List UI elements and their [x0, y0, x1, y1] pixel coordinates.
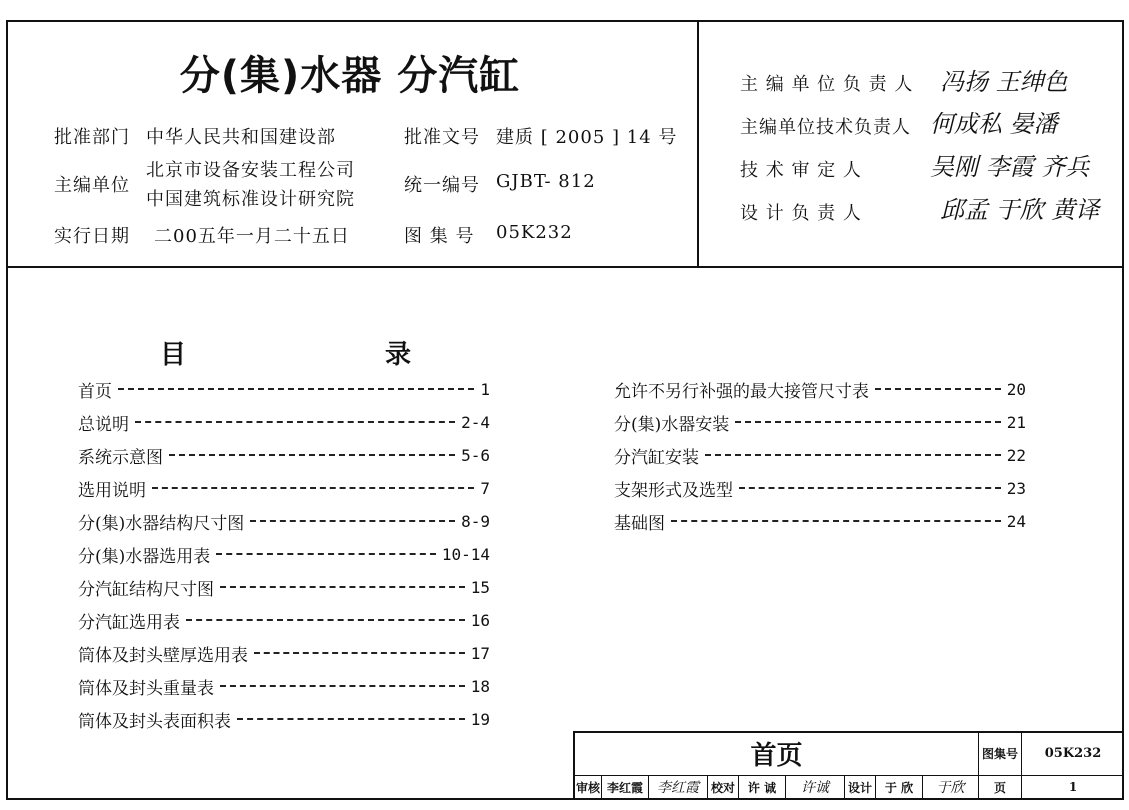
toc-entry[interactable]	[78, 510, 490, 532]
leader-dashes	[169, 454, 455, 456]
toc-heading-right: 录	[385, 340, 412, 370]
toc-entry-title: 分汽缸安装	[614, 447, 699, 468]
toc-entry-page: 2-4	[461, 412, 490, 432]
toc-entry[interactable]	[78, 675, 490, 697]
toc-entry[interactable]	[78, 708, 490, 730]
leader-dashes	[220, 586, 465, 588]
toc-entry-page: 21	[1006, 412, 1026, 432]
toc-entry-title: 允许不另行补强的最大接管尺寸表	[614, 381, 869, 402]
toc-entry[interactable]	[78, 444, 490, 466]
toc-entry[interactable]	[78, 411, 490, 433]
leader-dashes	[118, 388, 474, 390]
responsibility-role: 设 计 负 责 人	[740, 203, 862, 224]
unified-no-label: 统一编号	[404, 175, 480, 196]
atlas-no-label: 图 集 号	[404, 226, 475, 247]
leader-dashes	[216, 553, 436, 555]
sheet-title: 首页	[574, 732, 979, 775]
leader-dashes	[250, 520, 455, 522]
toc-entry-title: 首页	[78, 381, 112, 402]
toc-entry-title: 分(集)水器选用表	[78, 546, 211, 567]
toc-entry-title: 选用说明	[78, 480, 146, 501]
toc-entry[interactable]	[78, 609, 490, 631]
leader-dashes	[705, 454, 1001, 456]
toc-entry-title: 筒体及封头壁厚选用表	[78, 645, 248, 666]
toc-entry[interactable]	[614, 411, 1026, 433]
toc-entry-page: 19	[470, 709, 490, 729]
toc-entry[interactable]	[78, 543, 490, 565]
leader-dashes	[135, 421, 455, 423]
editor-unit-1: 北京市设备安装工程公司	[146, 160, 355, 181]
page-label: 页	[979, 775, 1022, 799]
signature: 冯扬 王绅色	[940, 68, 1068, 96]
review-label: 审核	[574, 775, 602, 799]
toc-entry-page: 17	[470, 643, 490, 663]
toc-entry[interactable]	[78, 576, 490, 598]
toc-entry-title: 总说明	[78, 414, 129, 435]
toc-entry-page: 20	[1006, 379, 1026, 399]
design-name: 于 欣	[876, 775, 923, 799]
toc-entry-page: 23	[1006, 478, 1026, 498]
signature: 邱孟 于欣 黄译	[940, 196, 1100, 224]
leader-dashes	[237, 718, 465, 720]
toc-entry-title: 筒体及封头重量表	[78, 678, 214, 699]
atlas-no-label: 图集号	[979, 732, 1022, 775]
header-vertical-divider	[697, 20, 699, 268]
toc-entry-title: 分汽缸选用表	[78, 612, 180, 633]
leader-dashes	[739, 487, 1001, 489]
approval-dept: 中华人民共和国建设部	[146, 127, 336, 148]
leader-dashes	[671, 520, 1001, 522]
toc-entry-page: 24	[1006, 511, 1026, 531]
signature: 吴刚 李霞 齐兵	[930, 153, 1090, 181]
editor-unit-label: 主编单位	[54, 175, 130, 196]
toc-entry-title: 基础图	[614, 513, 665, 534]
toc-entry[interactable]	[78, 378, 490, 400]
leader-dashes	[875, 388, 1001, 390]
editor-unit-2: 中国建筑标准设计研究院	[146, 189, 355, 210]
design-label: 设计	[845, 775, 876, 799]
toc-entry[interactable]	[78, 642, 490, 664]
leader-dashes	[220, 685, 465, 687]
leader-dashes	[254, 652, 465, 654]
check-signature: 许诚	[786, 775, 845, 799]
approval-doc-label: 批准文号	[404, 127, 480, 148]
header-divider	[6, 266, 1124, 268]
review-signature: 李红霞	[649, 775, 708, 799]
atlas-no: 05K232	[496, 222, 573, 243]
leader-dashes	[152, 487, 474, 489]
toc-entry-page: 10-14	[441, 544, 490, 564]
atlas-no: 05K232	[1022, 732, 1125, 775]
toc-entry-title: 分汽缸结构尺寸图	[78, 579, 214, 600]
title-block	[573, 731, 1124, 800]
toc-entry[interactable]	[614, 477, 1026, 499]
toc-entry-title: 分(集)水器安装	[614, 414, 730, 435]
toc-entry[interactable]	[614, 378, 1026, 400]
toc-entry-title: 支架形式及选型	[614, 480, 733, 501]
toc-entry-page: 5-6	[461, 445, 490, 465]
leader-dashes	[735, 421, 1000, 423]
toc-right-column	[614, 378, 1026, 532]
toc-entry-page: 1	[480, 379, 490, 399]
review-name: 李红霞	[602, 775, 649, 799]
check-name: 许 诚	[739, 775, 786, 799]
toc-entry-page: 16	[470, 610, 490, 630]
toc-entry-page: 8-9	[461, 511, 490, 531]
signature: 何成私 晏潘	[930, 110, 1058, 138]
approval-doc: 建质 [ 2005 ] 14 号	[496, 127, 678, 148]
approval-dept-label: 批准部门	[54, 127, 130, 148]
leader-dashes	[186, 619, 465, 621]
toc-heading-left: 目	[160, 340, 187, 370]
check-label: 校对	[708, 775, 739, 799]
toc-left-column	[78, 378, 490, 730]
responsibility-role: 主 编 单 位 负 责 人	[740, 74, 914, 95]
design-signature: 于欣	[923, 775, 979, 799]
toc-entry-page: 7	[480, 478, 490, 498]
responsibility-role: 主编单位技术负责人	[740, 117, 911, 138]
unified-no: GJBT- 812	[496, 171, 596, 192]
toc-entry-page: 18	[470, 676, 490, 696]
document-title: 分(集)水器 分汽缸	[179, 53, 521, 99]
toc-entry[interactable]	[614, 444, 1026, 466]
effective-date-label: 实行日期	[54, 226, 130, 247]
effective-date: 二00五年一月二十五日	[154, 226, 350, 247]
page-number: 1	[1022, 775, 1125, 799]
toc-entry-title: 系统示意图	[78, 447, 163, 468]
toc-entry-title: 筒体及封头表面积表	[78, 711, 231, 732]
toc-entry[interactable]	[78, 477, 490, 499]
responsibility-role: 技 术 审 定 人	[740, 160, 862, 181]
toc-entry-page: 22	[1006, 445, 1026, 465]
toc-entry[interactable]	[614, 510, 1026, 532]
toc-entry-title: 分(集)水器结构尺寸图	[78, 513, 245, 534]
toc-entry-page: 15	[470, 577, 490, 597]
